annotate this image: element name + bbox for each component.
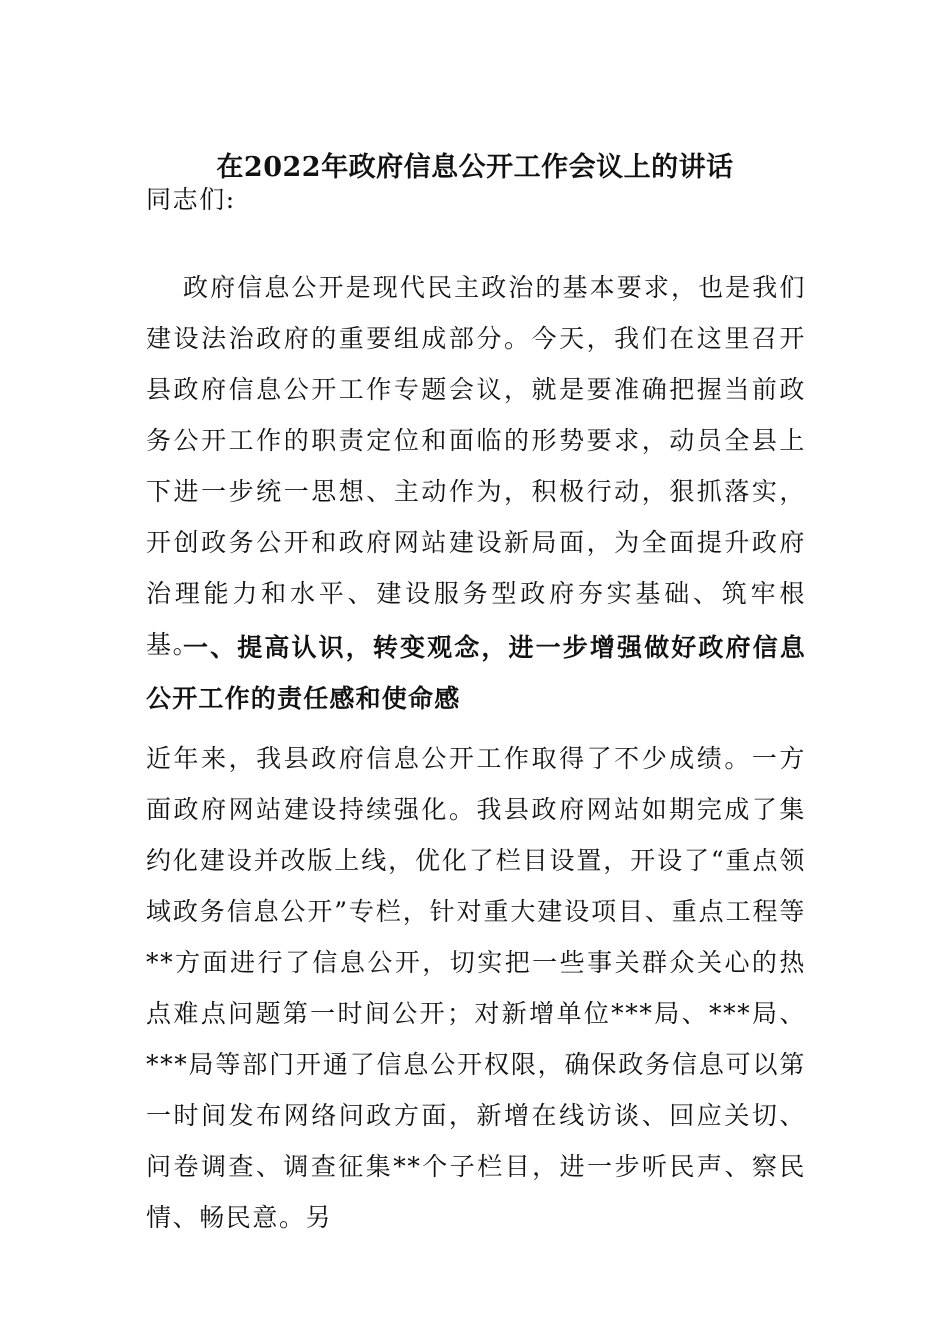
salutation: 同志们: bbox=[146, 185, 236, 214]
document-title: 在2022年政府信息公开工作会议上的讲话 bbox=[216, 152, 734, 184]
paragraph-intro: 政府信息公开是现代民主政治的基本要求，也是我们建设法治政府的重要组成部分。今天，我们在这里召开县政府信息公开工作专题会议，就是要准确把握当前政务公开工作的职责定位和面临的形势要求，动员全县上下进一步统一思想、主动作为，积极行动，狠抓落实，开创政务公开和政府网站建设新局面，为全面提升政府治理能力和水平、建设服务型政府夯实基础、筑牢根基。 bbox=[146, 273, 806, 659]
paragraph-achievements: 近年来，我县政府信息公开工作取得了不少成绩。一方面政府网站建设持续强化。我县政府网站如期完成了集约化建设并改版上线，优化了栏目设置，开设了“重点领域政务信息公开”专栏，针对重大建设项目、重点工程等**方面进行了信息公开，切实把一些事关群众关心的热点难点问题第一时间公开；对新增单位***局、***局、***局等部门开通了信息公开权限，确保政务信息可以第一时间发布网络问政方面，新增在线访谈、回应关切、问卷调查、调查征集**个子栏目，进一步听民声、察民情、畅民意。另 bbox=[146, 744, 806, 1232]
section-heading-1: 一、提高认识，转变观念，进一步增强做好政府信息公开工作的责任感和使命感 bbox=[146, 633, 806, 713]
